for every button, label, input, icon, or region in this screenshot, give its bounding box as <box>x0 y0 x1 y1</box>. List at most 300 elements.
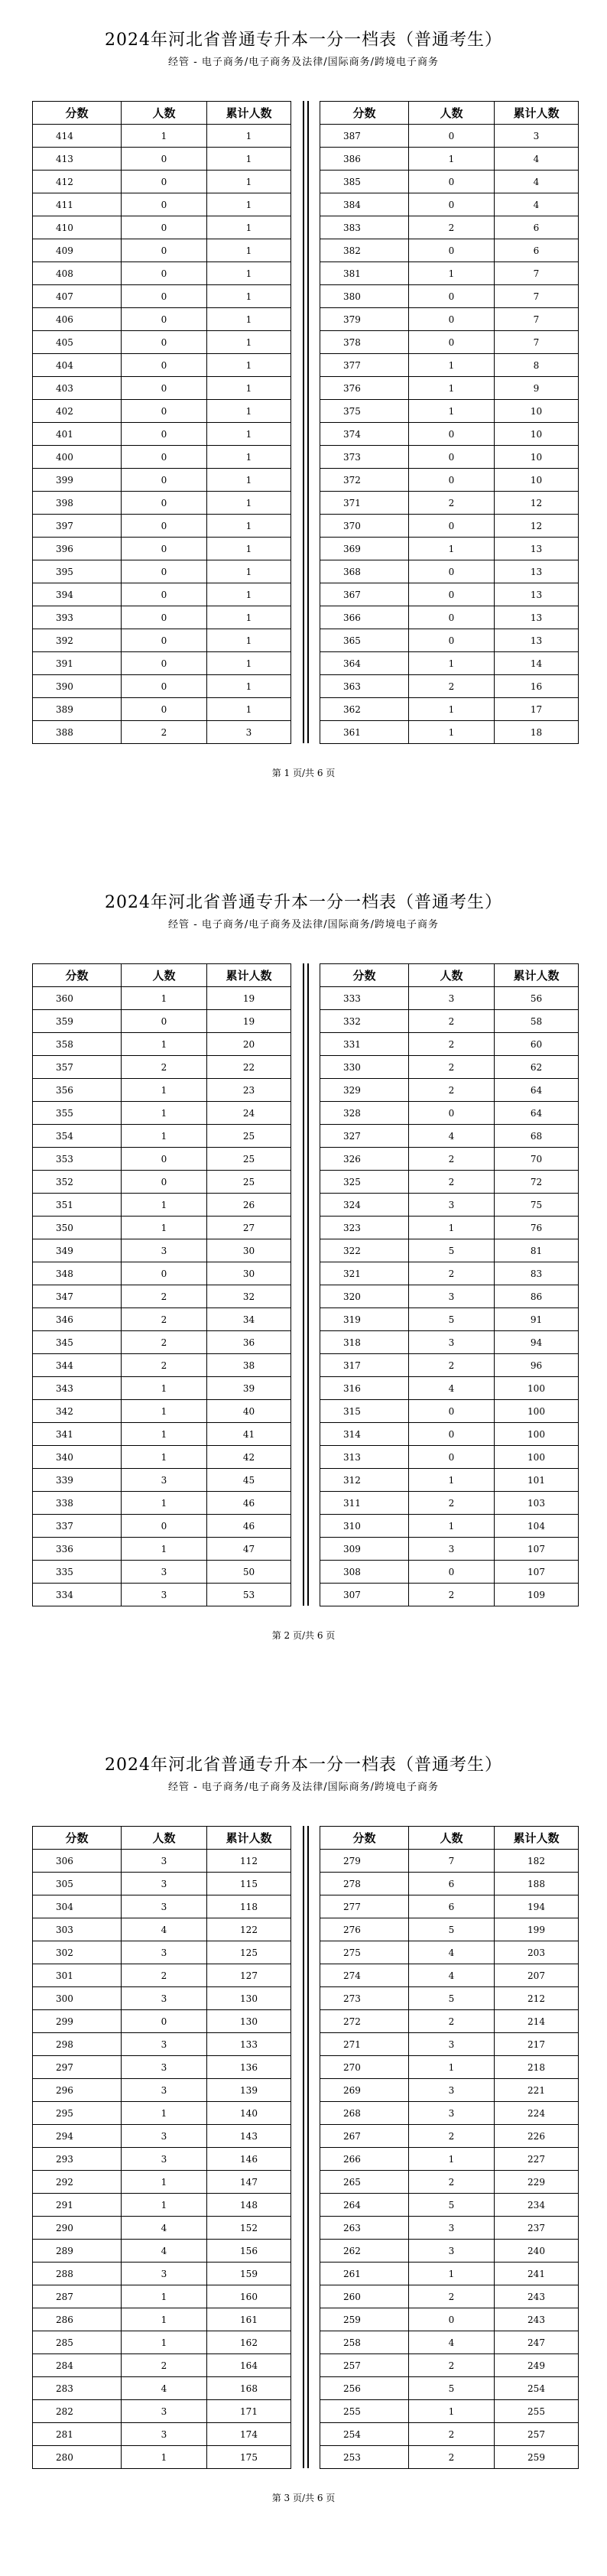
count-cell: 2 <box>122 721 207 744</box>
score-cell: 260 <box>320 2285 409 2308</box>
table-row <box>320 423 579 446</box>
score-header: 分数 <box>33 964 122 987</box>
cumulative-cell: 16 <box>495 675 579 698</box>
count-cell: 3 <box>122 1850 207 1873</box>
score-cell: 352 <box>33 1171 122 1194</box>
cumulative-cell: 9 <box>495 377 579 400</box>
score-cell: 275 <box>320 1941 409 1964</box>
cumulative-cell: 171 <box>207 2400 291 2423</box>
table-row <box>320 2308 579 2331</box>
score-cell: 298 <box>33 2033 122 2056</box>
count-cell: 4 <box>122 1918 207 1941</box>
table-row <box>320 987 579 1010</box>
score-cell: 396 <box>33 538 122 560</box>
count-cell: 3 <box>122 2263 207 2285</box>
score-cell: 345 <box>33 1331 122 1354</box>
count-cell: 0 <box>409 285 495 308</box>
count-cell: 0 <box>122 1148 207 1171</box>
count-cell: 1 <box>122 2171 207 2194</box>
cumulative-cell: 122 <box>207 1918 291 1941</box>
score-cell: 266 <box>320 2148 409 2171</box>
score-cell: 261 <box>320 2263 409 2285</box>
score-cell: 282 <box>33 2400 122 2423</box>
cumulative-cell: 136 <box>207 2056 291 2079</box>
count-cell: 0 <box>122 216 207 239</box>
score-cell: 384 <box>320 193 409 216</box>
cumulative-cell: 247 <box>495 2331 579 2354</box>
count-cell: 0 <box>409 1446 495 1469</box>
score-cell: 320 <box>320 1285 409 1308</box>
count-cell: 2 <box>409 1010 495 1033</box>
cumulative-cell: 64 <box>495 1079 579 1102</box>
score-cell: 336 <box>33 1538 122 1561</box>
score-cell: 259 <box>320 2308 409 2331</box>
cumulative-cell: 1 <box>207 400 291 423</box>
count-cell: 0 <box>409 171 495 193</box>
count-cell: 3 <box>409 1538 495 1561</box>
table-row <box>33 1987 291 2010</box>
count-cell: 5 <box>409 1239 495 1262</box>
cumulative-cell: 162 <box>207 2331 291 2354</box>
cumulative-cell: 7 <box>495 285 579 308</box>
score-cell: 399 <box>33 469 122 492</box>
score-cell: 284 <box>33 2354 122 2377</box>
table-row <box>320 1171 579 1194</box>
cumulative-cell: 103 <box>495 1492 579 1515</box>
score-cell: 398 <box>33 492 122 515</box>
score-cell: 400 <box>33 446 122 469</box>
score-cell: 343 <box>33 1377 122 1400</box>
table-row <box>33 1377 291 1400</box>
score-cell: 281 <box>33 2423 122 2446</box>
table-row <box>33 721 291 744</box>
table-row <box>320 492 579 515</box>
score-cell: 312 <box>320 1469 409 1492</box>
page-title: 2024年河北省普通专升本一分一档表（普通考生） <box>105 893 502 912</box>
cumulative-cell: 107 <box>495 1538 579 1561</box>
count-cell: 0 <box>409 308 495 331</box>
count-cell: 1 <box>409 1469 495 1492</box>
count-cell: 0 <box>409 239 495 262</box>
cumulative-cell: 107 <box>495 1561 579 1584</box>
cumulative-cell: 25 <box>207 1171 291 1194</box>
cumulative-cell: 227 <box>495 2148 579 2171</box>
cumulative-cell: 53 <box>207 1584 291 1606</box>
count-cell: 3 <box>409 2240 495 2263</box>
count-cell: 3 <box>409 2217 495 2240</box>
cumulative-cell: 96 <box>495 1354 579 1377</box>
score-cell: 409 <box>33 239 122 262</box>
score-cell: 276 <box>320 1918 409 1941</box>
count-cell: 0 <box>409 1423 495 1446</box>
score-cell: 378 <box>320 331 409 354</box>
table-row <box>320 1079 579 1102</box>
count-cell: 0 <box>409 446 495 469</box>
score-cell: 348 <box>33 1262 122 1285</box>
cumulative-cell: 100 <box>495 1400 579 1423</box>
table-row <box>33 1239 291 1262</box>
cumulative-cell: 152 <box>207 2217 291 2240</box>
cumulative-cell: 1 <box>207 469 291 492</box>
table-row <box>320 1941 579 1964</box>
table-row <box>33 492 291 515</box>
count-cell: 1 <box>122 2285 207 2308</box>
table-row <box>320 1469 579 1492</box>
score-cell: 335 <box>33 1561 122 1584</box>
score-cell: 366 <box>320 606 409 629</box>
count-cell: 0 <box>122 492 207 515</box>
count-cell: 7 <box>409 1850 495 1873</box>
score-cell: 305 <box>33 1873 122 1895</box>
cumulative-cell: 34 <box>207 1308 291 1331</box>
score-cell: 407 <box>33 285 122 308</box>
count-cell: 1 <box>409 698 495 721</box>
table-row <box>320 1102 579 1125</box>
table-row <box>33 1446 291 1469</box>
score-cell: 365 <box>320 629 409 652</box>
score-cell: 321 <box>320 1262 409 1285</box>
count-cell: 2 <box>122 1354 207 1377</box>
cumulative-cell: 42 <box>207 1446 291 1469</box>
count-cell: 2 <box>122 1056 207 1079</box>
score-cell: 300 <box>33 1987 122 2010</box>
count-cell: 1 <box>122 1125 207 1148</box>
table-row <box>33 308 291 331</box>
table-row <box>320 1561 579 1584</box>
count-cell: 3 <box>122 2400 207 2423</box>
left-score-table <box>32 963 291 1606</box>
cumulative-cell: 240 <box>495 2240 579 2263</box>
cumulative-cell: 1 <box>207 262 291 285</box>
table-row <box>33 629 291 652</box>
table-row <box>33 377 291 400</box>
table-row <box>320 469 579 492</box>
table-row <box>33 285 291 308</box>
count-cell: 0 <box>122 308 207 331</box>
table-row <box>320 1056 579 1079</box>
header-row <box>33 964 291 987</box>
cumulative-cell: 58 <box>495 1010 579 1033</box>
count-cell: 2 <box>409 675 495 698</box>
cumulative-cell: 148 <box>207 2194 291 2217</box>
cumulative-header: 累计人数 <box>207 102 291 125</box>
table-row <box>320 1895 579 1918</box>
score-cell: 334 <box>33 1584 122 1606</box>
cumulative-cell: 13 <box>495 583 579 606</box>
table-row <box>33 1056 291 1079</box>
page-subtitle: 经管 - 电子商务/电子商务及法律/国际商务/跨境电子商务 <box>167 1782 440 1793</box>
count-cell: 1 <box>122 1400 207 1423</box>
table-row <box>320 193 579 216</box>
score-cell: 374 <box>320 423 409 446</box>
table-row <box>320 1125 579 1148</box>
table-row <box>320 2033 579 2056</box>
cumulative-cell: 1 <box>207 148 291 171</box>
score-cell: 258 <box>320 2331 409 2354</box>
cumulative-cell: 118 <box>207 1895 291 1918</box>
table-row <box>320 1010 579 1033</box>
cumulative-cell: 1 <box>207 629 291 652</box>
page-footer: 第 2 页/共 6 页 <box>271 1630 336 1641</box>
table-row <box>320 1308 579 1331</box>
score-cell: 304 <box>33 1895 122 1918</box>
cumulative-cell: 46 <box>207 1515 291 1538</box>
table-row <box>320 538 579 560</box>
header-row <box>320 102 579 125</box>
score-cell: 364 <box>320 652 409 675</box>
table-row <box>320 2285 579 2308</box>
score-cell: 391 <box>33 652 122 675</box>
cumulative-cell: 81 <box>495 1239 579 1262</box>
table-row <box>33 354 291 377</box>
cumulative-cell: 10 <box>495 446 579 469</box>
score-cell: 393 <box>33 606 122 629</box>
cumulative-cell: 174 <box>207 2423 291 2446</box>
score-cell: 376 <box>320 377 409 400</box>
count-cell: 1 <box>122 125 207 148</box>
cumulative-cell: 60 <box>495 1033 579 1056</box>
count-cell: 3 <box>122 2423 207 2446</box>
count-cell: 1 <box>122 2308 207 2331</box>
page-footer: 第 1 页/共 6 页 <box>271 768 336 778</box>
cumulative-cell: 24 <box>207 1102 291 1125</box>
score-cell: 286 <box>33 2308 122 2331</box>
count-cell: 0 <box>122 171 207 193</box>
table-row <box>320 1918 579 1941</box>
score-cell: 319 <box>320 1308 409 1331</box>
score-cell: 318 <box>320 1331 409 1354</box>
table-row <box>320 239 579 262</box>
cumulative-cell: 13 <box>495 629 579 652</box>
page-subtitle: 经管 - 电子商务/电子商务及法律/国际商务/跨境电子商务 <box>167 57 440 68</box>
table-row <box>33 1354 291 1377</box>
count-cell: 0 <box>122 583 207 606</box>
count-cell: 3 <box>122 1895 207 1918</box>
score-cell: 315 <box>320 1400 409 1423</box>
right-score-table <box>320 101 579 744</box>
page-title: 2024年河北省普通专升本一分一档表（普通考生） <box>105 1756 502 1775</box>
table-row <box>33 675 291 698</box>
right-score-table <box>320 1826 579 2469</box>
count-cell: 2 <box>409 1354 495 1377</box>
score-cell: 344 <box>33 1354 122 1377</box>
table-row <box>320 2400 579 2423</box>
count-cell: 3 <box>122 1941 207 1964</box>
table-row <box>320 148 579 171</box>
count-cell: 1 <box>409 354 495 377</box>
right-score-table <box>320 963 579 1606</box>
score-cell: 383 <box>320 216 409 239</box>
score-cell: 358 <box>33 1033 122 1056</box>
table-row <box>320 2377 579 2400</box>
table-row <box>33 193 291 216</box>
count-cell: 0 <box>122 239 207 262</box>
table-row <box>320 377 579 400</box>
cumulative-cell: 100 <box>495 1446 579 1469</box>
table-row <box>33 2056 291 2079</box>
table-row <box>33 538 291 560</box>
table-row <box>320 652 579 675</box>
count-cell: 1 <box>409 400 495 423</box>
count-cell: 0 <box>122 675 207 698</box>
table-row <box>320 2423 579 2446</box>
count-cell: 0 <box>122 629 207 652</box>
count-cell: 1 <box>409 148 495 171</box>
cumulative-cell: 212 <box>495 1987 579 2010</box>
page-footer: 第 3 页/共 6 页 <box>271 2493 336 2503</box>
score-cell: 380 <box>320 285 409 308</box>
cumulative-cell: 259 <box>495 2446 579 2469</box>
table-row <box>320 1446 579 1469</box>
count-cell: 1 <box>409 2263 495 2285</box>
cumulative-cell: 27 <box>207 1217 291 1239</box>
cumulative-cell: 161 <box>207 2308 291 2331</box>
table-row <box>320 1377 579 1400</box>
count-cell: 4 <box>122 2217 207 2240</box>
score-cell: 395 <box>33 560 122 583</box>
cumulative-cell: 1 <box>207 193 291 216</box>
cumulative-cell: 1 <box>207 377 291 400</box>
score-cell: 324 <box>320 1194 409 1217</box>
table-row <box>320 1354 579 1377</box>
left-score-table <box>32 1826 291 2469</box>
count-cell: 2 <box>409 216 495 239</box>
score-cell: 314 <box>320 1423 409 1446</box>
count-cell: 5 <box>409 1308 495 1331</box>
cumulative-cell: 40 <box>207 1400 291 1423</box>
cumulative-cell: 109 <box>495 1584 579 1606</box>
table-row <box>320 285 579 308</box>
table-row <box>33 1918 291 1941</box>
table-row <box>320 446 579 469</box>
cumulative-cell: 1 <box>207 675 291 698</box>
table-row <box>33 1850 291 1873</box>
count-cell: 2 <box>409 1079 495 1102</box>
table-row <box>33 1079 291 1102</box>
score-header: 分数 <box>320 964 409 987</box>
cumulative-cell: 1 <box>207 354 291 377</box>
score-cell: 367 <box>320 583 409 606</box>
table-row <box>33 2102 291 2125</box>
table-row <box>320 1850 579 1873</box>
score-cell: 410 <box>33 216 122 239</box>
table-row <box>320 1538 579 1561</box>
cumulative-header: 累计人数 <box>207 964 291 987</box>
cumulative-cell: 1 <box>207 698 291 721</box>
cumulative-cell: 13 <box>495 538 579 560</box>
table-row <box>33 2331 291 2354</box>
score-cell: 257 <box>320 2354 409 2377</box>
score-cell: 346 <box>33 1308 122 1331</box>
score-cell: 338 <box>33 1492 122 1515</box>
count-cell: 0 <box>122 469 207 492</box>
table-row <box>33 1561 291 1584</box>
table-row <box>33 1873 291 1895</box>
cumulative-cell: 1 <box>207 515 291 538</box>
table-row <box>320 698 579 721</box>
score-cell: 388 <box>33 721 122 744</box>
cumulative-cell: 50 <box>207 1561 291 1584</box>
cumulative-cell: 30 <box>207 1239 291 1262</box>
table-row <box>320 2263 579 2285</box>
score-cell: 289 <box>33 2240 122 2263</box>
cumulative-header: 累计人数 <box>207 1827 291 1850</box>
table-row <box>320 1262 579 1285</box>
score-cell: 331 <box>320 1033 409 1056</box>
table-row <box>320 675 579 698</box>
cumulative-cell: 39 <box>207 1377 291 1400</box>
score-cell: 310 <box>320 1515 409 1538</box>
count-cell: 2 <box>409 2446 495 2469</box>
table-row <box>33 1148 291 1171</box>
score-cell: 277 <box>320 1895 409 1918</box>
cumulative-cell: 19 <box>207 987 291 1010</box>
table-row <box>33 2010 291 2033</box>
count-cell: 1 <box>409 1217 495 1239</box>
cumulative-cell: 237 <box>495 2217 579 2240</box>
count-cell: 1 <box>122 2446 207 2469</box>
count-cell: 0 <box>122 400 207 423</box>
score-cell: 386 <box>320 148 409 171</box>
count-cell: 1 <box>409 652 495 675</box>
count-cell: 5 <box>409 1987 495 2010</box>
table-row <box>320 2056 579 2079</box>
table-row <box>320 2125 579 2148</box>
table-row <box>33 2033 291 2056</box>
count-cell: 4 <box>122 2377 207 2400</box>
count-cell: 1 <box>122 1194 207 1217</box>
count-cell: 2 <box>409 1171 495 1194</box>
score-cell: 371 <box>320 492 409 515</box>
count-cell: 0 <box>409 423 495 446</box>
score-cell: 340 <box>33 1446 122 1469</box>
cumulative-cell: 4 <box>495 171 579 193</box>
score-cell: 272 <box>320 2010 409 2033</box>
table-row <box>33 469 291 492</box>
score-cell: 411 <box>33 193 122 216</box>
cumulative-cell: 182 <box>495 1850 579 1873</box>
cumulative-cell: 26 <box>207 1194 291 1217</box>
score-cell: 263 <box>320 2217 409 2240</box>
table-row <box>320 2102 579 2125</box>
cumulative-cell: 255 <box>495 2400 579 2423</box>
count-cell: 3 <box>409 987 495 1010</box>
table-row <box>320 2010 579 2033</box>
score-cell: 292 <box>33 2171 122 2194</box>
count-cell: 1 <box>122 1538 207 1561</box>
count-cell: 3 <box>122 1239 207 1262</box>
score-cell: 385 <box>320 171 409 193</box>
score-cell: 279 <box>320 1850 409 1873</box>
count-cell: 5 <box>409 1918 495 1941</box>
score-cell: 254 <box>320 2423 409 2446</box>
score-cell: 280 <box>33 2446 122 2469</box>
score-cell: 337 <box>33 1515 122 1538</box>
count-cell: 6 <box>409 1895 495 1918</box>
table-row <box>320 1584 579 1606</box>
cumulative-cell: 1 <box>207 285 291 308</box>
count-cell: 1 <box>409 1515 495 1538</box>
table-row <box>33 148 291 171</box>
table-row <box>320 354 579 377</box>
score-cell: 368 <box>320 560 409 583</box>
table-row <box>33 2217 291 2240</box>
score-cell: 293 <box>33 2148 122 2171</box>
cumulative-cell: 241 <box>495 2263 579 2285</box>
cumulative-cell: 1 <box>207 125 291 148</box>
table-row <box>33 2377 291 2400</box>
cumulative-cell: 4 <box>495 148 579 171</box>
